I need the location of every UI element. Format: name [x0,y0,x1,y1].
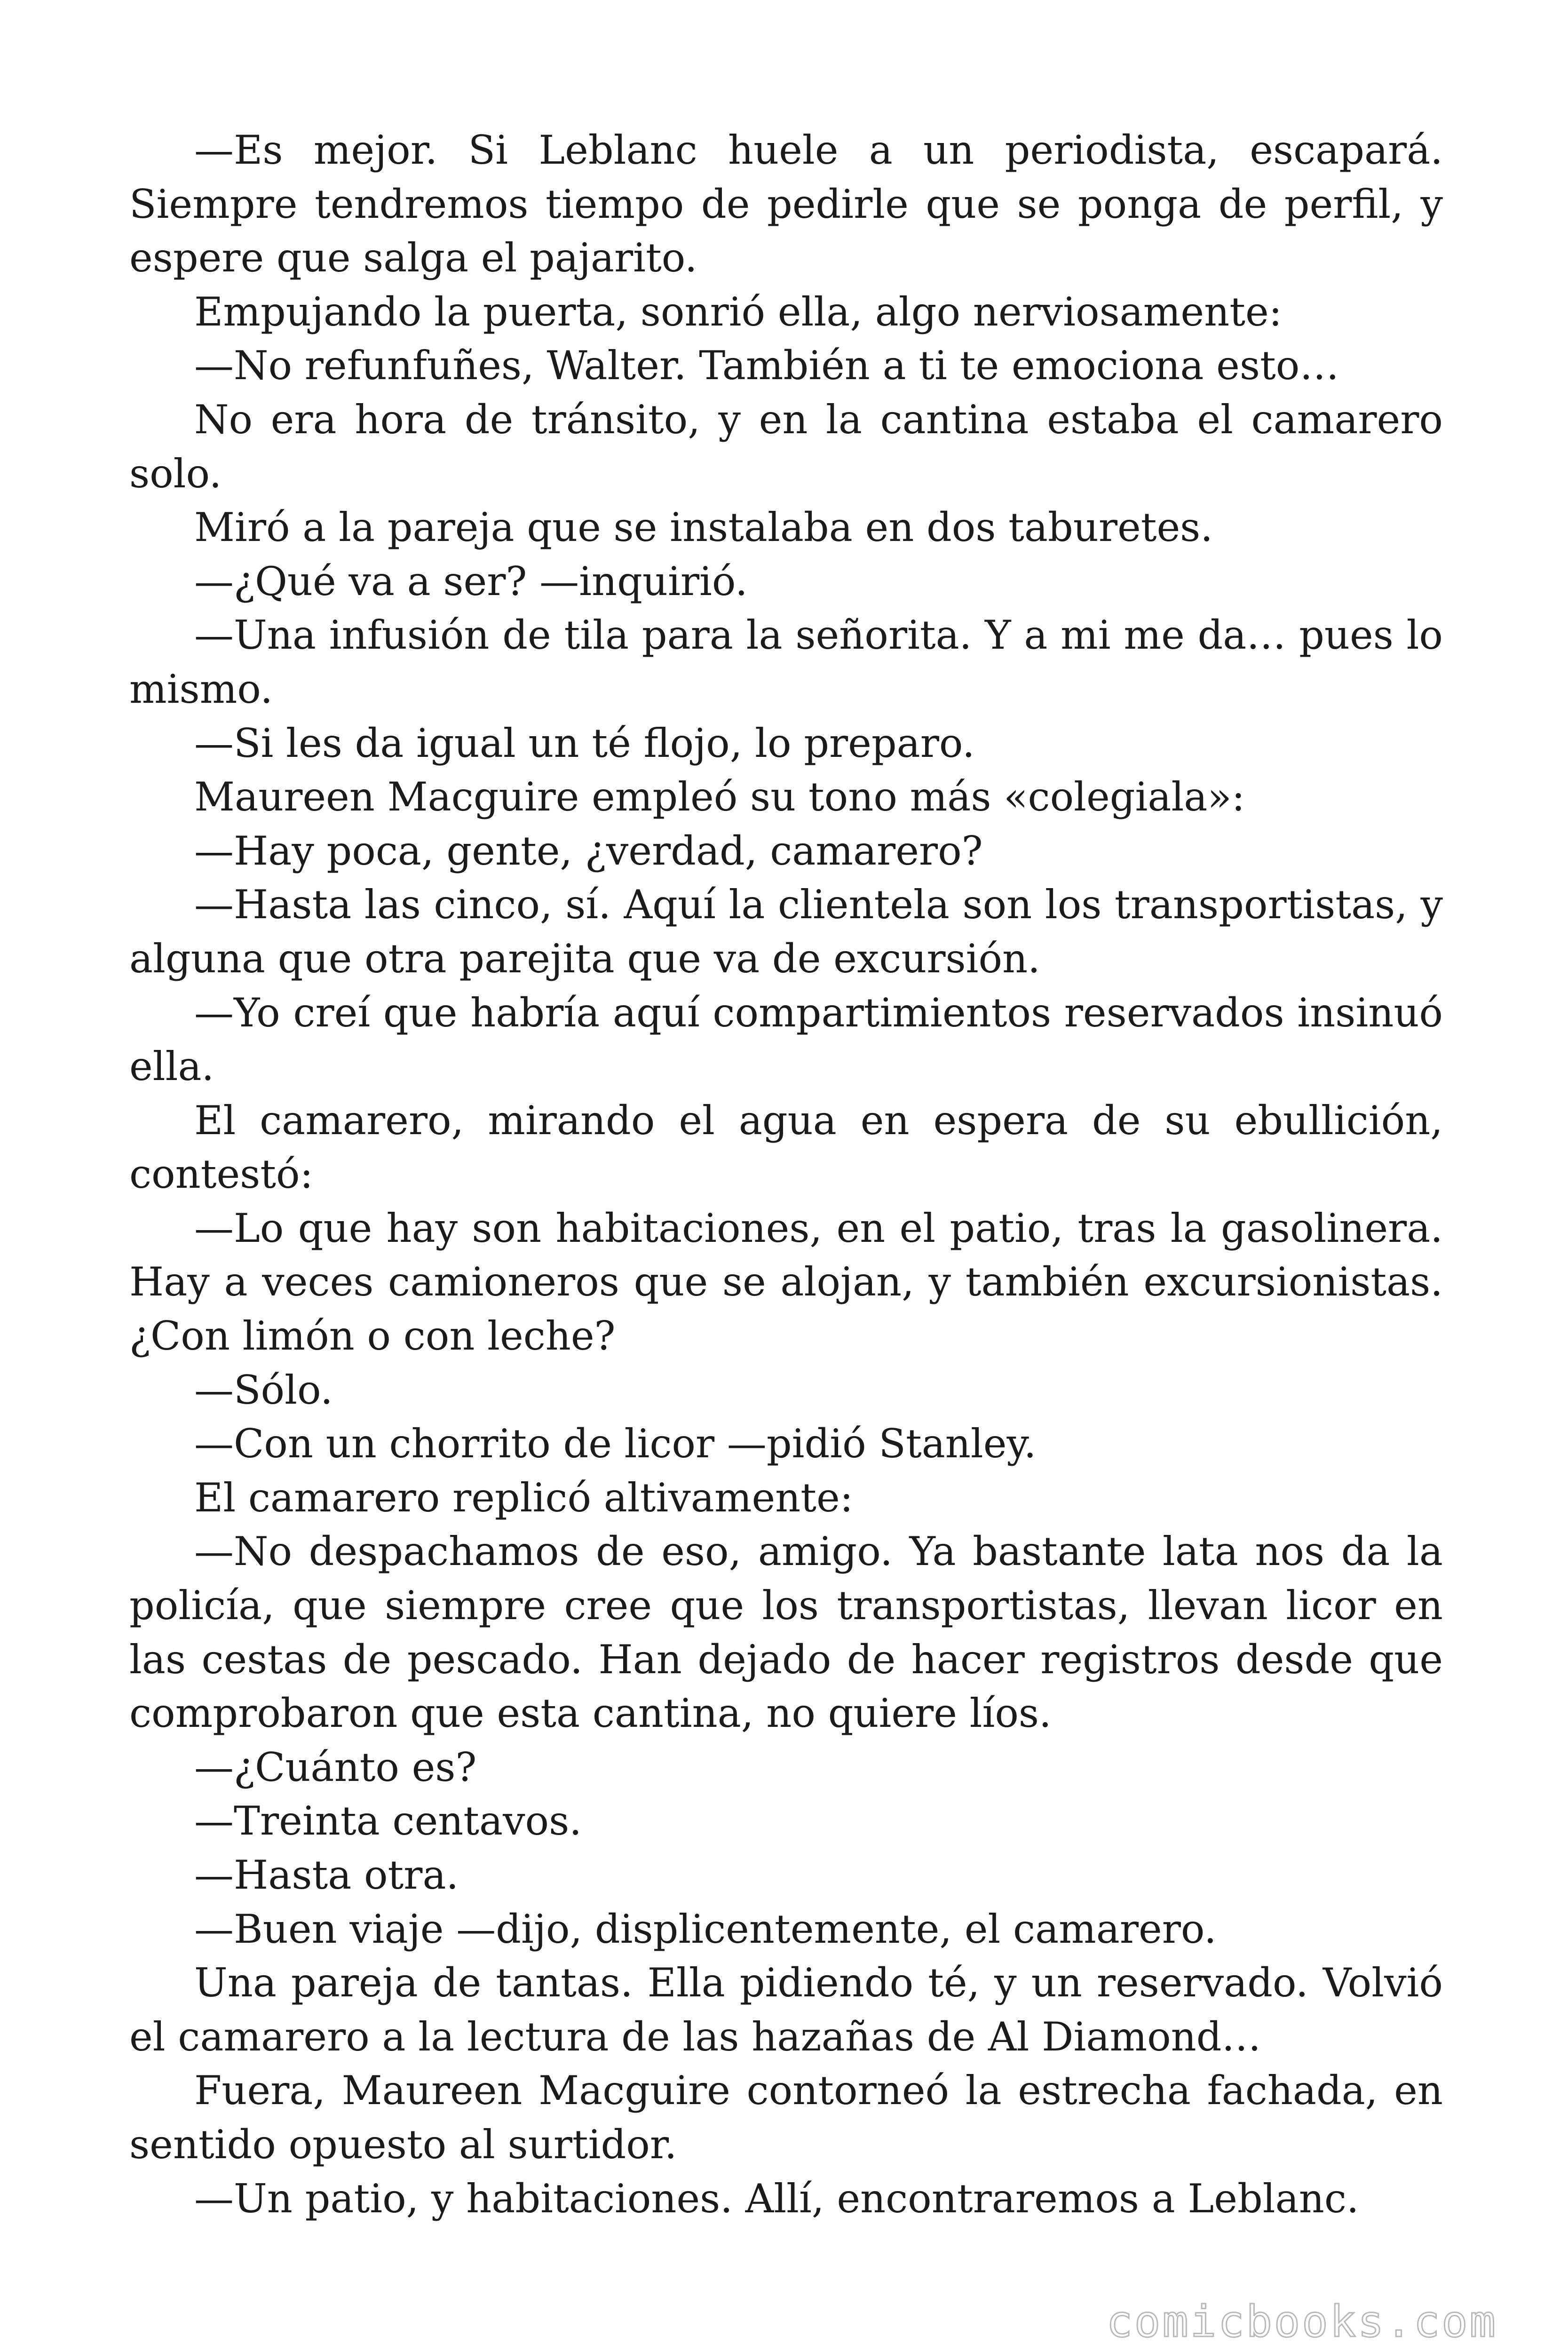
paragraph: —¿Qué va a ser? —inquirió. [194,558,748,604]
paragraph: —No refunfuñes, Walter. También a ti te emociona esto… [194,342,1339,389]
watermark-logo: comicbooks.com [1106,2296,1497,2347]
paragraph: —Treinta centavos. [194,1798,582,1844]
paragraph: —Si les da igual un té flojo, lo preparo. [194,720,975,766]
paragraph: —Sólo. [194,1367,333,1413]
paragraph: —Un patio, y habitaciones. Allí, encontraremos a Leblanc. [194,2175,1359,2222]
paragraph: —Una infusión de tila para la señorita. Y a mi me da… pues lo mismo. [129,612,1443,712]
paragraph: —Buen viaje —dijo, displicentemente, el camarero. [194,1906,1217,1952]
paragraph: Empujando la puerta, sonrió ella, algo nerviosamente: [194,288,1282,335]
paragraph: —Yo creí que habría aquí compartimientos reservados insinuó ella. [129,989,1443,1090]
paragraph: —Hasta otra. [194,1852,459,1898]
paragraph: —Lo que hay son habitaciones, en el patio, tras la gasolinera. Hay a veces camioneros que se alojan, y también excursionistas. ¿Con limón o con leche? [129,1205,1443,1359]
paragraph: El camarero replicó altivamente: [194,1474,854,1521]
paragraph: No era hora de tránsito, y en la cantina estaba el camarero solo. [129,396,1443,497]
paragraph: —Hasta las cinco, sí. Aquí la clientela son los transportistas, y alguna que otra parejita que va de excursión. [129,882,1443,982]
paragraph: —Hay poca, gente, ¿verdad, camarero? [194,827,983,874]
paragraph: —Con un chorrito de licor —pidió Stanley. [194,1421,1037,1467]
paragraph: Una pareja de tantas. Ella pidiendo té, y un reservado. Volvió el camarero a la lectura de las hazañas de Al Diamond… [129,1960,1443,2060]
paragraph: Fuera, Maureen Macguire contorneó la estrecha fachada, en sentido opuesto al surtidor. [129,2067,1443,2168]
paragraph: Maureen Macguire empleó su tono más «colegiala»: [194,774,1245,820]
paragraph: —Es mejor. Si Leblanc huele a un periodista, escapará. Siempre tendremos tiempo de pedirle que se ponga de perfil, y espere que salga el pajarito. [129,127,1443,281]
paragraph: —¿Cuánto es? [194,1744,477,1790]
body-text [129,123,1443,2225]
paragraph: Miró a la pareja que se instalaba en dos taburetes. [194,504,1213,551]
paragraph: El camarero, mirando el agua en espera de su ebullición, contestó: [129,1097,1443,1198]
paragraph: —No despachamos de eso, amigo. Ya bastante lata nos da la policía, que siempre cree que los transportistas, llevan licor en las cestas de pescado. Han dejado de hacer registros desde que comprobaron que esta cantina, no quiere líos. [129,1528,1443,1737]
